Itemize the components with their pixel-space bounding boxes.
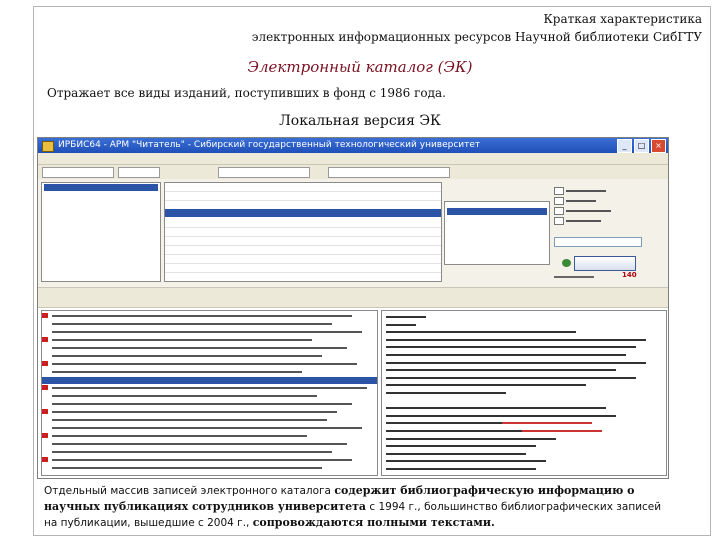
- detail-line: [386, 362, 646, 364]
- record-marker-icon: [42, 433, 48, 438]
- caption-text-2: с 1994 г., большинство библиографических записей на публикации, вышедшие с 2004 г.,: [44, 501, 662, 529]
- record-row[interactable]: [52, 443, 347, 445]
- detail-line: [386, 468, 536, 470]
- menu-bar[interactable]: [38, 153, 668, 165]
- detail-line: [386, 354, 626, 356]
- record-row[interactable]: [52, 315, 352, 317]
- detail-line: [386, 346, 636, 348]
- record-row[interactable]: [52, 403, 352, 405]
- record-row[interactable]: [52, 387, 367, 389]
- caption-bold-1: содержит библиографическую информацию о научных публикациях сотрудников университета: [44, 484, 635, 513]
- slide-subtitle: Электронный каталог (ЭК): [247, 58, 473, 76]
- search-limit-select[interactable]: [554, 237, 642, 247]
- minimize-icon[interactable]: _: [617, 139, 632, 153]
- record-row[interactable]: [52, 411, 337, 413]
- caption-text-1: Отдельный массив записей электронного каталога: [44, 485, 335, 497]
- record-row[interactable]: [52, 363, 357, 365]
- selected-terms-list[interactable]: [444, 201, 550, 265]
- selected-record-row[interactable]: [42, 377, 377, 384]
- catalog-description: Отражает все виды изданий, поступивших в фонд с 1986 года.: [47, 86, 446, 100]
- window-title: ИРБИС64 - АРМ "Читатель" - Сибирский государственный технологический университет: [58, 140, 481, 150]
- window-titlebar: [38, 138, 668, 153]
- mode-select[interactable]: [118, 167, 160, 178]
- record-row[interactable]: [52, 459, 352, 461]
- detail-line: [386, 377, 636, 379]
- caption-bold-2: сопровождаются полными текстами.: [252, 516, 495, 529]
- option-checkbox[interactable]: [554, 217, 564, 225]
- record-row[interactable]: [52, 339, 312, 341]
- search-options: [554, 183, 664, 281]
- detail-line: [386, 460, 546, 462]
- maximize-icon[interactable]: □: [634, 139, 649, 153]
- section-title: Локальная версия ЭК: [279, 113, 441, 129]
- record-row[interactable]: [52, 427, 362, 429]
- irbis-screenshot: [37, 137, 669, 479]
- app-icon: [42, 141, 54, 152]
- found-label: [554, 276, 594, 278]
- record-row[interactable]: [52, 331, 362, 333]
- detail-line: [386, 415, 616, 417]
- detail-line: [386, 331, 576, 333]
- detail-line: [386, 384, 586, 386]
- results-toolbar: [38, 297, 668, 308]
- search-type-list[interactable]: [41, 182, 161, 282]
- record-marker-icon: [42, 361, 48, 366]
- run-search-button[interactable]: [574, 256, 636, 271]
- selected-term-row[interactable]: [165, 209, 441, 217]
- detail-line: [386, 407, 606, 409]
- database-select[interactable]: [42, 167, 114, 178]
- record-row[interactable]: [52, 451, 332, 453]
- record-row[interactable]: [52, 467, 322, 469]
- detail-line: [386, 369, 616, 371]
- record-marker-icon: [42, 313, 48, 318]
- search-area: [38, 179, 668, 287]
- detail-line: [386, 316, 426, 318]
- record-row[interactable]: [52, 323, 332, 325]
- detail-line: [386, 445, 536, 447]
- dictionary-grid[interactable]: [164, 182, 442, 282]
- search-field[interactable]: [218, 167, 310, 178]
- header-line-1: Краткая характеристика: [543, 12, 702, 26]
- detail-link[interactable]: [502, 422, 592, 424]
- detail-line: [386, 392, 506, 394]
- record-row[interactable]: [52, 371, 302, 373]
- header-line-2: электронных информационных ресурсов Научной библиотеки СибГТУ: [251, 30, 702, 44]
- record-row[interactable]: [52, 355, 322, 357]
- records-list[interactable]: [41, 310, 378, 476]
- option-checkbox[interactable]: [554, 197, 564, 205]
- record-marker-icon: [42, 385, 48, 390]
- option-checkbox[interactable]: [554, 187, 564, 195]
- detail-link[interactable]: [522, 430, 602, 432]
- detail-line: [386, 453, 526, 455]
- record-marker-icon: [42, 409, 48, 414]
- record-row[interactable]: [52, 395, 317, 397]
- detail-line: [386, 324, 416, 326]
- record-row[interactable]: [52, 435, 307, 437]
- detail-line: [386, 438, 556, 440]
- record-marker-icon: [42, 337, 48, 342]
- record-marker-icon: [42, 457, 48, 462]
- record-row[interactable]: [52, 347, 347, 349]
- record-detail: [381, 310, 667, 476]
- close-icon[interactable]: ×: [651, 139, 666, 153]
- detail-line: [386, 339, 646, 341]
- record-row[interactable]: [52, 419, 327, 421]
- option-checkbox[interactable]: [554, 207, 564, 215]
- toolbar: [38, 165, 668, 180]
- window-controls: [617, 139, 666, 153]
- filter-field[interactable]: [328, 167, 450, 178]
- slide-caption: [44, 483, 674, 531]
- found-count: 140: [622, 271, 637, 279]
